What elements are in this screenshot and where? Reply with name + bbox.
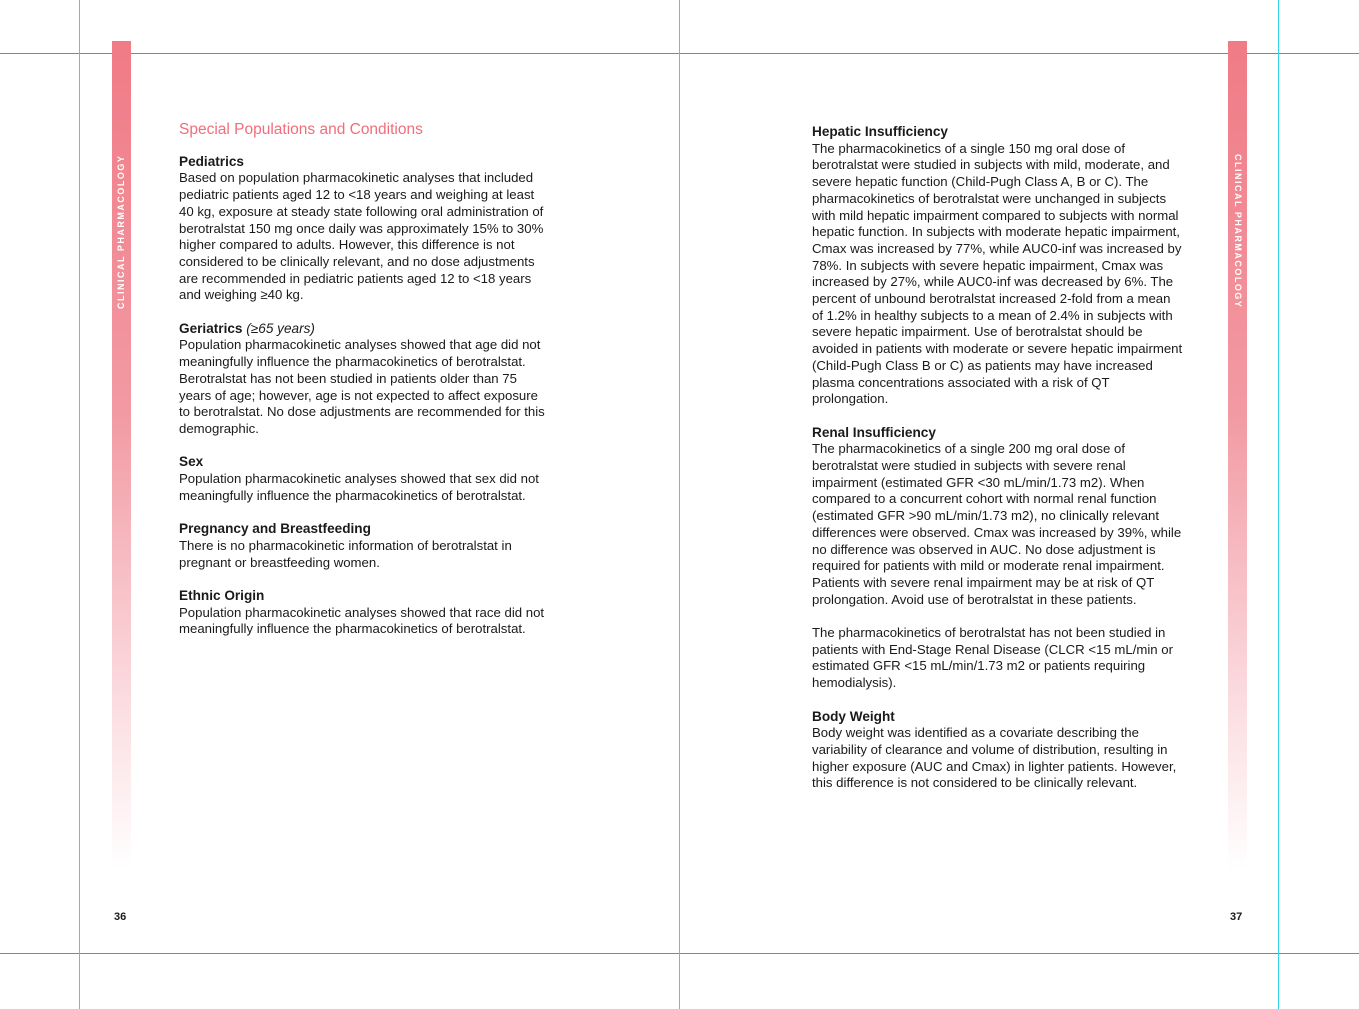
section-body: Body weight was identified as a covariate describing the variability of clearance and volume of distribution, resulting in higher exposure (AUC and Cmax) in lighter patients. However, this difference is not considered to be clinically relevant. (812, 725, 1177, 791)
heading-text: Geriatrics (179, 320, 243, 336)
left-section-tab (112, 41, 131, 871)
section-heading: Sex (179, 454, 204, 470)
section-geriatrics (179, 321, 549, 438)
section-body: Based on population pharmacokinetic analyses that included pediatric patients aged 12 to <18 years and weighing at least 40 kg, exposure at steady state following oral administration of berotralstat 150 mg once daily was approximately 15% to 30% higher compared to adults. However, this difference is not considered to be clinically relevant, and no dose adjustments are recommended in pediatric patients aged 12 to <18 years and weighing ≥40 kg. (179, 170, 544, 303)
left-bleed-guide (79, 0, 80, 1009)
section-pregnancy (179, 521, 549, 571)
right-tab-label: CLINICAL PHARMACOLOGY (1233, 154, 1243, 309)
section-heading: Pediatrics (179, 153, 244, 169)
right-page-column (812, 124, 1184, 809)
section-body: The pharmacokinetics of a single 200 mg oral dose of berotralstat were studied in subjects with severe renal impairment (estimated GFR <30 mL/min/1.73 m2). When compared to a concurrent cohort with normal renal function (estimated GFR >90 mL/min/1.73 m2), no clinically relevant differences were observed. Cmax was increased by 39%, while no difference was observed in AUC. No dose adjustment is required for patients with mild or moderate renal impairment. Patients with severe renal impairment may be at risk of QT prolongation. Avoid use of berotralstat in these patients. (812, 441, 1182, 607)
section-renal (812, 425, 1184, 609)
section-body: Population pharmacokinetic analyses showed that race did not meaningfully influence the pharmacokinetics of berotralstat. (179, 604, 545, 637)
left-page-number: 36 (114, 911, 127, 923)
spine-guide (679, 0, 680, 1009)
section-body: There is no pharmacokinetic information of berotralstat in pregnant or breastfeeding women. (179, 537, 512, 570)
section-body: The pharmacokinetics of berotralstat has not been studied in patients with End-Stage Renal Disease (CLCR <15 mL/min or estimated GFR <15 mL/min/1.73 m2 or patients requiring hemodialysis). (812, 625, 1173, 691)
section-heading: Body Weight (812, 708, 895, 724)
right-page-number: 37 (1230, 911, 1243, 923)
page-title: Special Populations and Conditions (179, 121, 423, 138)
section-sex (179, 454, 549, 504)
section-esrd-note (812, 625, 1184, 692)
section-body: Population pharmacokinetic analyses showed that sex did not meaningfully influence the pharmacokinetics of berotralstat. (179, 471, 539, 503)
section-heading: Renal Insufficiency (812, 424, 936, 440)
section-hepatic (812, 124, 1184, 408)
section-heading: Pregnancy and Breastfeeding (179, 521, 371, 537)
section-body: The pharmacokinetics of a single 150 mg oral dose of berotralstat were studied in subjects with mild, moderate, and severe hepatic function (Child-Pugh Class A, B or C). The pharmacokinetics of berotralstat were unchanged in subjects with mild hepatic impairment compared to subjects with normal hepatic function. In subjects with moderate hepatic impairment, Cmax was increased by 77%, while AUC0-inf was increased by 78%. In subjects with severe hepatic impairment, Cmax was increased by 27%, while AUC0-inf was decreased by 6%. The percent of unbound berotralstat increased 2-fold from a mean of 1.2% in healthy subjects to a mean of 2.4% in subjects with severe hepatic impairment. Use of berotralstat should be avoided in patients with moderate or severe hepatic impairment (Child-Pugh Class B or C) as patients may have increased plasma concentrations associated with a risk of QT prolongation. (812, 140, 1183, 407)
right-bleed-guide (1278, 0, 1279, 1009)
right-section-tab (1228, 41, 1247, 871)
section-heading (179, 321, 549, 338)
section-heading: Hepatic Insufficiency (812, 124, 948, 139)
left-page-column (179, 122, 549, 655)
heading-qualifier: (≥65 years) (246, 320, 315, 336)
left-tab-label: CLINICAL PHARMACOLOGY (116, 154, 126, 309)
section-pediatrics (179, 154, 549, 304)
section-body: Population pharmacokinetic analyses showed that age did not meaningfully influence the pharmacokinetics of berotralstat. Berotralstat has not been studied in patients older than 75 years of age; however, age is not expected to affect exposure to berotralstat. No dose adjustments are recommended for this demographic. (179, 337, 545, 436)
section-heading: Ethnic Origin (179, 587, 265, 603)
section-body-weight (812, 709, 1184, 793)
section-ethnic-origin (179, 588, 549, 638)
